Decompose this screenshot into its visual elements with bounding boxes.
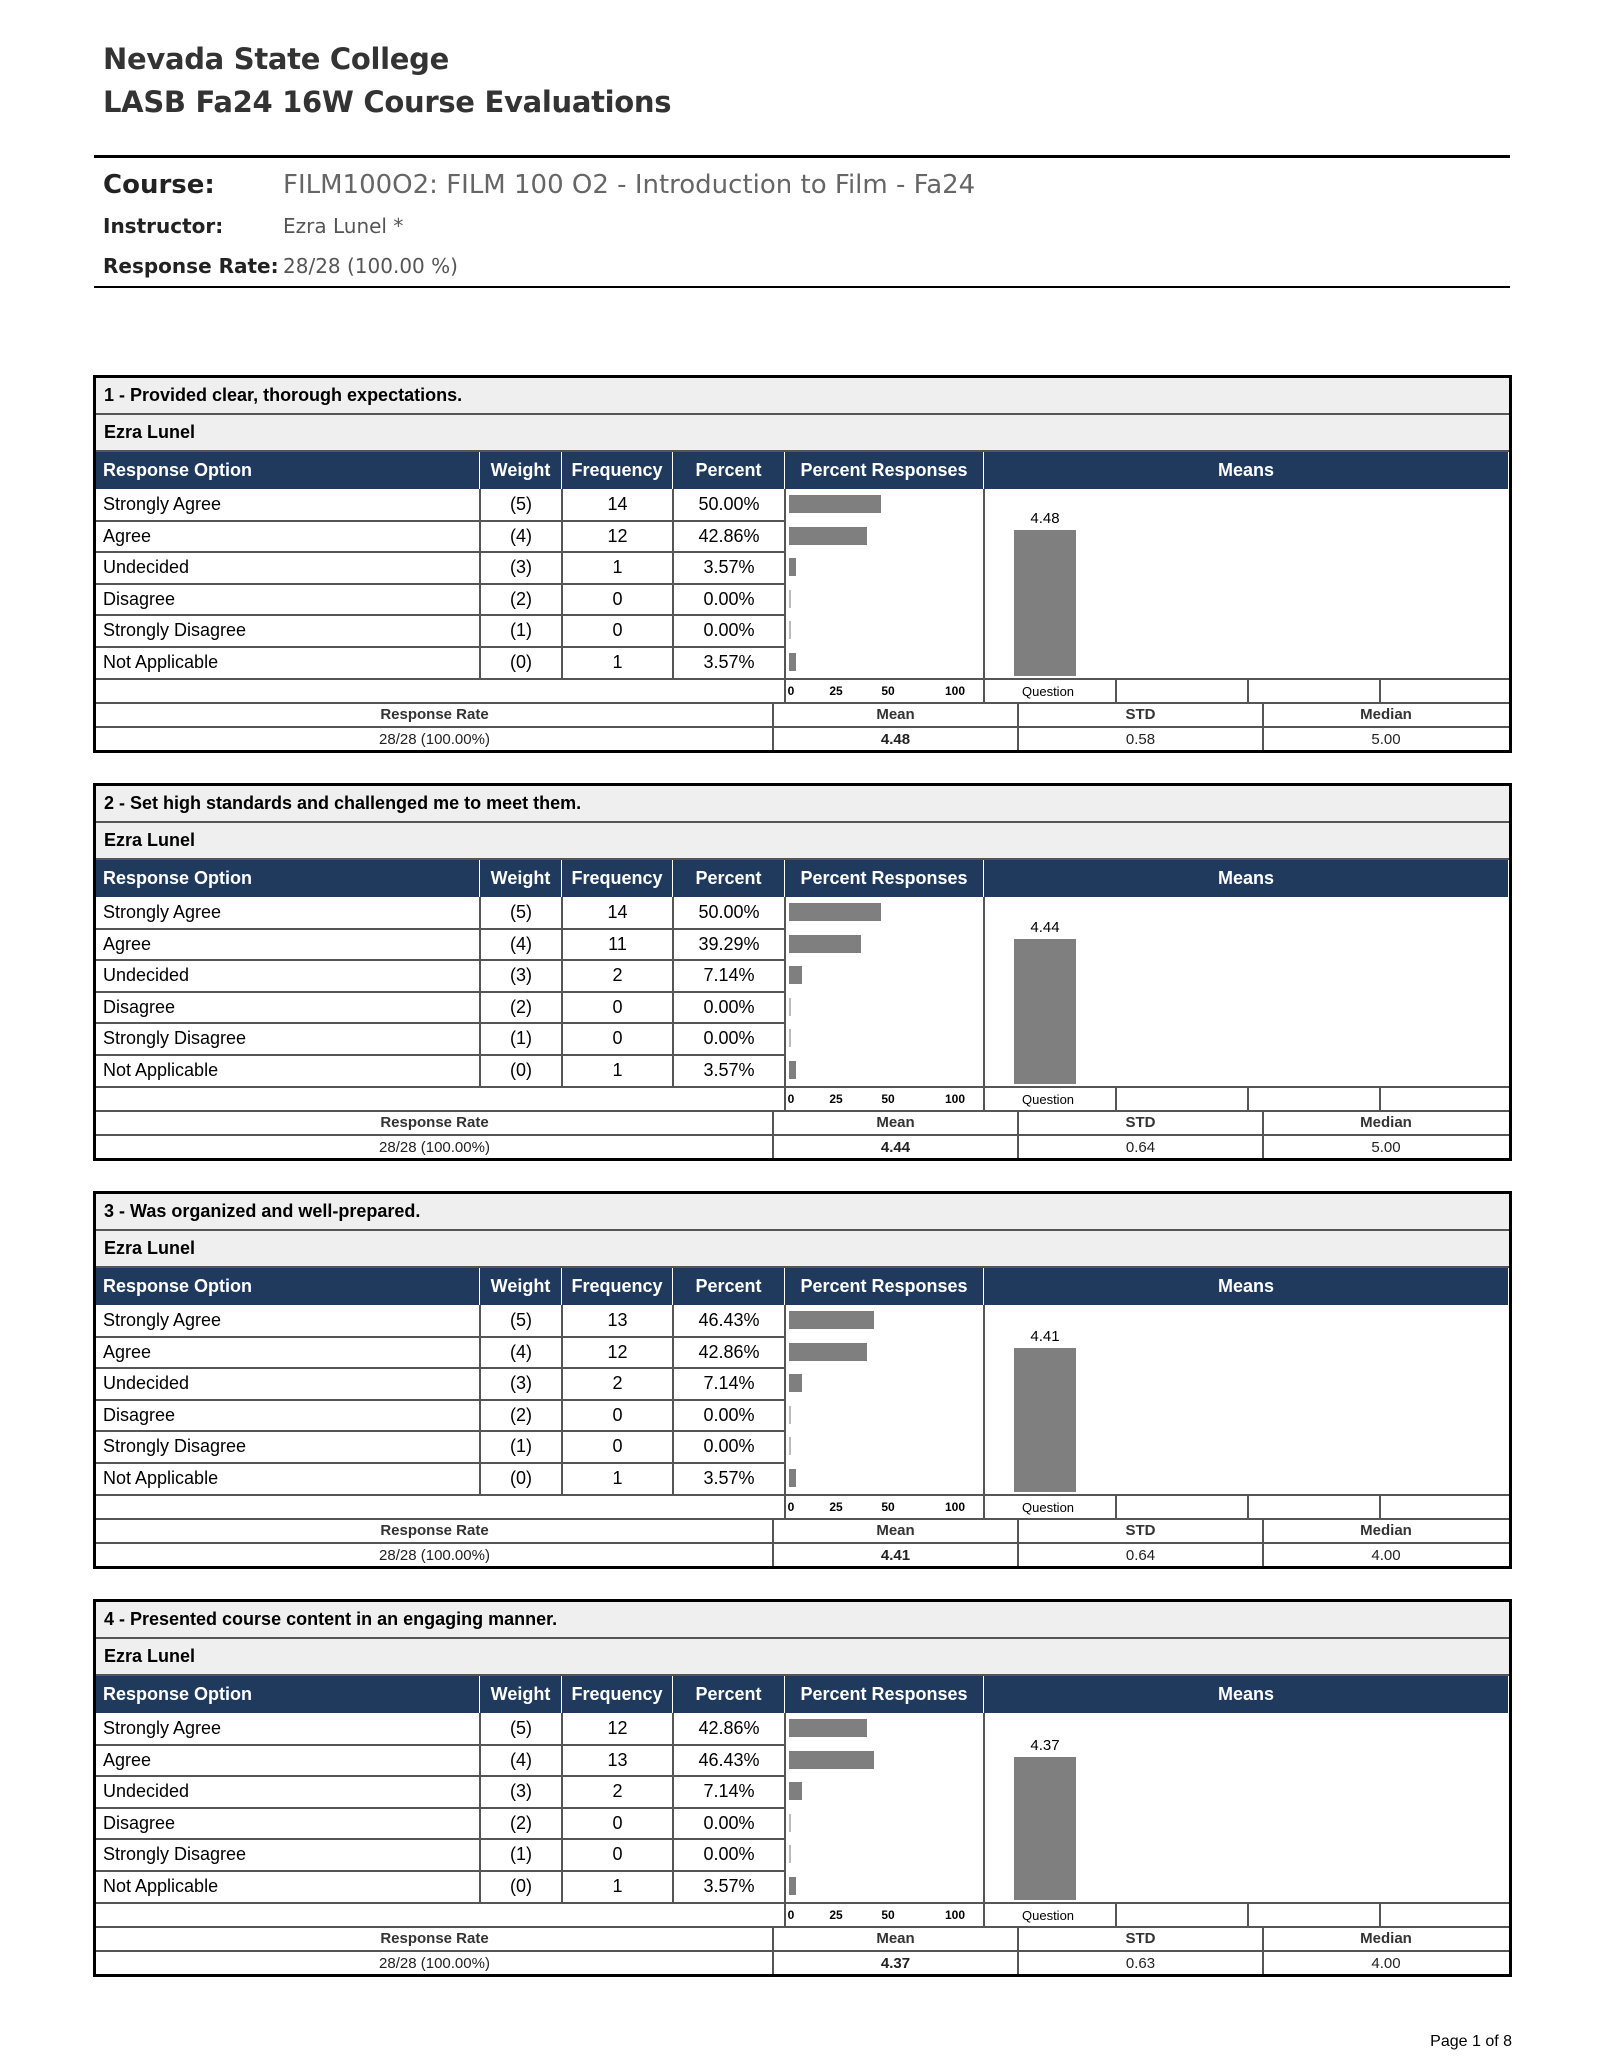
- axis-cell-divider: [1247, 679, 1249, 703]
- percent-bar: [789, 527, 867, 545]
- stat-head-std: STD: [1125, 1521, 1156, 1539]
- weight-value: (0): [510, 1060, 532, 1080]
- percent-bar: [789, 1845, 791, 1863]
- header-percent-responses: Percent Responses: [785, 860, 984, 897]
- axis-tick: 100: [944, 1907, 966, 1922]
- axis-tick: 0: [787, 1499, 795, 1514]
- weight-value: (0): [510, 652, 532, 672]
- percent-value: 0.00%: [703, 1812, 755, 1833]
- percent-bar: [789, 966, 802, 984]
- institution-name: Nevada State College: [103, 42, 449, 76]
- axis-cell-divider: [983, 679, 985, 703]
- weight-value: (0): [510, 1468, 532, 1488]
- question-block: [93, 1191, 1512, 1569]
- weight-value: (4): [510, 1749, 532, 1770]
- stat-head-std: STD: [1125, 1929, 1156, 1947]
- percent-value: 0.00%: [703, 1844, 755, 1865]
- frequency-value: 14: [607, 902, 628, 922]
- header-frequency: Frequency: [562, 1676, 673, 1713]
- axis-divider: [96, 1518, 1509, 1520]
- axis-cell-divider: [784, 1495, 786, 1519]
- response-option: Agree: [103, 1749, 152, 1770]
- weight-value: (4): [510, 525, 532, 546]
- percent-value: 0.00%: [703, 588, 755, 609]
- course-row: [103, 170, 975, 200]
- percent-value: 42.86%: [698, 525, 760, 546]
- weight-value: (3): [510, 1781, 532, 1802]
- percent-bar: [789, 1029, 791, 1047]
- question-axis-label: Question: [1022, 1499, 1075, 1515]
- question-title: 3 - Was organized and well-prepared.: [96, 1194, 1509, 1231]
- frequency-value: 12: [607, 1718, 628, 1738]
- frequency-value: 1: [612, 1876, 623, 1896]
- frequency-value: 12: [607, 1341, 628, 1362]
- frequency-value: 0: [612, 1404, 623, 1425]
- frequency-value: 1: [612, 1060, 623, 1080]
- frequency-value: 2: [612, 965, 623, 986]
- response-rate-value: 28/28 (100.00 %): [283, 254, 458, 278]
- axis-tick: 0: [787, 1091, 795, 1106]
- axis-tick: 25: [829, 1907, 843, 1922]
- response-option: Undecided: [103, 557, 190, 578]
- percent-value: 3.57%: [703, 1876, 755, 1896]
- response-rate-label: Response Rate:: [103, 254, 279, 278]
- stat-mean: 4.37: [880, 1954, 911, 1972]
- axis-cell-divider: [1115, 1903, 1117, 1927]
- weight-value: (2): [510, 996, 532, 1017]
- header-response-option: Response Option: [96, 1268, 480, 1305]
- stat-mean: 4.41: [880, 1546, 911, 1564]
- stat-row-divider: [96, 1134, 1509, 1136]
- header-means: Means: [984, 860, 1509, 897]
- frequency-value: 13: [607, 1749, 628, 1770]
- header-means: Means: [984, 1676, 1509, 1713]
- axis-tick: 50: [881, 1907, 895, 1922]
- table-header: [96, 452, 1509, 489]
- stat-head-std: STD: [1125, 1113, 1156, 1131]
- response-option: Strongly Disagree: [103, 1436, 247, 1457]
- column-divider: [983, 1305, 985, 1495]
- frequency-value: 1: [612, 1468, 623, 1488]
- instructor-name: Ezra Lunel: [96, 823, 1509, 860]
- axis-tick: 0: [787, 683, 795, 698]
- question-block: [93, 375, 1512, 753]
- header-weight: Weight: [480, 1676, 562, 1713]
- column-divider: [983, 897, 985, 1087]
- stat-std: 0.64: [1125, 1546, 1156, 1564]
- table-header: [96, 1676, 1509, 1713]
- question-axis-label: Question: [1022, 1907, 1075, 1923]
- header-percent: Percent: [673, 1268, 785, 1305]
- axis-tick: 25: [829, 1499, 843, 1514]
- percent-value: 7.14%: [703, 1373, 755, 1394]
- instructor-name: Ezra Lunel: [96, 415, 1509, 452]
- response-option: Agree: [103, 933, 152, 954]
- response-option: Strongly Disagree: [103, 1028, 247, 1049]
- axis-tick: 25: [829, 1091, 843, 1106]
- axis-cell-divider: [1247, 1087, 1249, 1111]
- axis-cell-divider: [1379, 1903, 1381, 1927]
- percent-value: 46.43%: [698, 1749, 760, 1770]
- frequency-value: 11: [608, 933, 627, 954]
- stat-response-rate: 28/28 (100.00%): [379, 1546, 490, 1564]
- stat-head-median: Median: [1360, 1521, 1412, 1539]
- axis-cell-divider: [784, 1903, 786, 1927]
- weight-value: (5): [510, 902, 532, 922]
- stat-std: 0.64: [1125, 1138, 1156, 1156]
- frequency-value: 13: [607, 1310, 628, 1330]
- page-header: [103, 38, 671, 124]
- percent-value: 0.00%: [703, 620, 755, 641]
- weight-value: (4): [510, 1341, 532, 1362]
- header-frequency: Frequency: [562, 1268, 673, 1305]
- weight-value: (2): [510, 588, 532, 609]
- frequency-value: 2: [612, 1781, 623, 1802]
- stat-median: 5.00: [1371, 1138, 1401, 1156]
- mean-bar: [1014, 1757, 1076, 1899]
- frequency-value: 0: [612, 1844, 623, 1865]
- stat-head-median: Median: [1360, 705, 1412, 723]
- response-option: Agree: [103, 1341, 152, 1362]
- axis-cell-divider: [1115, 679, 1117, 703]
- table-header: [96, 1268, 1509, 1305]
- instructor-row: [103, 214, 403, 238]
- header-percent-responses: Percent Responses: [785, 1676, 984, 1713]
- instructor-name: Ezra Lunel: [96, 1231, 1509, 1268]
- frequency-value: 0: [612, 1436, 623, 1457]
- mean-label: 4.48: [1030, 509, 1060, 527]
- stat-mean: 4.48: [880, 730, 911, 748]
- percent-bar: [789, 1751, 874, 1769]
- percent-bar: [789, 653, 796, 671]
- header-percent: Percent: [673, 1676, 785, 1713]
- header-weight: Weight: [480, 1268, 562, 1305]
- stat-response-rate: 28/28 (100.00%): [379, 1954, 490, 1972]
- percent-bar: [789, 621, 791, 639]
- stat-median: 5.00: [1371, 730, 1401, 748]
- response-option: Undecided: [103, 1781, 190, 1802]
- stat-response-rate: 28/28 (100.00%): [379, 1138, 490, 1156]
- stat-head-mean: Mean: [876, 1521, 915, 1539]
- stat-mean: 4.44: [880, 1138, 911, 1156]
- percent-bar: [789, 590, 791, 608]
- header-response-option: Response Option: [96, 452, 480, 489]
- response-option: Disagree: [103, 1404, 176, 1425]
- stat-head-mean: Mean: [876, 705, 915, 723]
- column-divider: [983, 1713, 985, 1903]
- axis-tick: 100: [944, 1091, 966, 1106]
- header-weight: Weight: [480, 860, 562, 897]
- stat-median: 4.00: [1371, 1954, 1401, 1972]
- percent-value: 0.00%: [703, 1028, 755, 1049]
- question-title: 4 - Presented course content in an engaging manner.: [96, 1602, 1509, 1639]
- axis-tick: 50: [881, 683, 895, 698]
- question-title: 1 - Provided clear, thorough expectations.: [96, 378, 1509, 415]
- axis-cell-divider: [1115, 1087, 1117, 1111]
- weight-value: (3): [510, 965, 532, 986]
- frequency-value: 1: [612, 652, 623, 672]
- percent-bar: [789, 558, 796, 576]
- frequency-value: 0: [612, 996, 623, 1017]
- instructor-name: Ezra Lunel: [96, 1639, 1509, 1676]
- response-option: Undecided: [103, 965, 190, 986]
- response-option: Not Applicable: [103, 652, 219, 672]
- question-axis-label: Question: [1022, 1091, 1075, 1107]
- weight-value: (4): [510, 933, 532, 954]
- axis-cell-divider: [1379, 679, 1381, 703]
- instructor-value: Ezra Lunel *: [283, 214, 404, 238]
- percent-value: 42.86%: [698, 1718, 760, 1738]
- axis-cell-divider: [1247, 1903, 1249, 1927]
- axis-tick: 100: [944, 1499, 966, 1514]
- percent-bar: [789, 935, 861, 953]
- weight-value: (3): [510, 557, 532, 578]
- frequency-value: 0: [612, 620, 623, 641]
- course-value: FILM100O2: FILM 100 O2 - Introduction to Film - Fa24: [283, 170, 976, 200]
- axis-tick: 50: [881, 1499, 895, 1514]
- weight-value: (3): [510, 1373, 532, 1394]
- mean-label: 4.44: [1030, 919, 1060, 937]
- stat-head-std: STD: [1125, 705, 1156, 723]
- weight-value: (5): [510, 494, 532, 514]
- response-option: Disagree: [103, 588, 176, 609]
- axis-cell-divider: [784, 1087, 786, 1111]
- response-option: Disagree: [103, 996, 176, 1017]
- header-means: Means: [984, 452, 1509, 489]
- axis-divider: [96, 1110, 1509, 1112]
- axis-cell-divider: [1115, 1495, 1117, 1519]
- table-header: [96, 860, 1509, 897]
- percent-value: 50.00%: [698, 902, 760, 922]
- percent-value: 0.00%: [703, 1436, 755, 1457]
- percent-value: 3.57%: [703, 1468, 755, 1488]
- stat-response-rate: 28/28 (100.00%): [379, 730, 490, 748]
- stat-std: 0.58: [1125, 730, 1156, 748]
- stat-head-response-rate: Response Rate: [380, 1113, 489, 1131]
- header-percent-responses: Percent Responses: [785, 452, 984, 489]
- axis-tick: 50: [881, 1091, 895, 1106]
- header-response-option: Response Option: [96, 1676, 480, 1713]
- header-percent-responses: Percent Responses: [785, 1268, 984, 1305]
- header-response-option: Response Option: [96, 860, 480, 897]
- column-divider: [983, 489, 985, 679]
- axis-cell-divider: [784, 679, 786, 703]
- frequency-value: 14: [607, 494, 628, 514]
- percent-value: 0.00%: [703, 996, 755, 1017]
- question-title: 2 - Set high standards and challenged me to meet them.: [96, 786, 1509, 823]
- stat-head-response-rate: Response Rate: [380, 705, 489, 723]
- frequency-value: 1: [612, 557, 623, 578]
- page-number: Page 1 of 8: [1430, 2033, 1512, 2050]
- question-block: [93, 783, 1512, 1161]
- percent-bar: [789, 1877, 796, 1895]
- mean-bar: [1014, 530, 1076, 676]
- response-option: Strongly Agree: [103, 902, 222, 922]
- percent-bar: [789, 495, 881, 513]
- response-option: Strongly Agree: [103, 494, 222, 514]
- header-percent: Percent: [673, 452, 785, 489]
- header-frequency: Frequency: [562, 452, 673, 489]
- percent-value: 0.00%: [703, 1404, 755, 1425]
- percent-bar: [789, 1374, 802, 1392]
- response-option: Agree: [103, 525, 152, 546]
- frequency-value: 0: [612, 1812, 623, 1833]
- percent-value: 50.00%: [698, 494, 760, 514]
- percent-value: 42.86%: [698, 1341, 760, 1362]
- percent-bar: [789, 1061, 796, 1079]
- stat-head-response-rate: Response Rate: [380, 1929, 489, 1947]
- axis-divider: [96, 702, 1509, 704]
- weight-value: (1): [510, 1844, 532, 1865]
- response-option: Not Applicable: [103, 1468, 219, 1488]
- header-weight: Weight: [480, 452, 562, 489]
- response-option: Not Applicable: [103, 1876, 219, 1896]
- mean-bar: [1014, 1348, 1076, 1491]
- percent-bar: [789, 1782, 802, 1800]
- frequency-value: 12: [607, 525, 628, 546]
- axis-cell-divider: [1379, 1495, 1381, 1519]
- stat-std: 0.63: [1125, 1954, 1156, 1972]
- axis-cell-divider: [1379, 1087, 1381, 1111]
- axis-cell-divider: [983, 1495, 985, 1519]
- weight-value: (0): [510, 1876, 532, 1896]
- response-option: Strongly Agree: [103, 1310, 222, 1330]
- header-means: Means: [984, 1268, 1509, 1305]
- weight-value: (5): [510, 1310, 532, 1330]
- stat-head-median: Median: [1360, 1929, 1412, 1947]
- frequency-value: 2: [612, 1373, 623, 1394]
- header-percent: Percent: [673, 860, 785, 897]
- stat-row-divider: [96, 726, 1509, 728]
- response-option: Strongly Agree: [103, 1718, 222, 1738]
- percent-value: 7.14%: [703, 1781, 755, 1802]
- mean-bar: [1014, 939, 1076, 1083]
- axis-tick: 100: [944, 683, 966, 698]
- stat-head-response-rate: Response Rate: [380, 1521, 489, 1539]
- course-label: Course:: [103, 170, 215, 200]
- frequency-value: 0: [612, 588, 623, 609]
- report-title: LASB Fa24 16W Course Evaluations: [103, 85, 672, 119]
- header-frequency: Frequency: [562, 860, 673, 897]
- instructor-label: Instructor:: [103, 214, 224, 238]
- weight-value: (5): [510, 1718, 532, 1738]
- axis-cell-divider: [983, 1903, 985, 1927]
- axis-tick: 0: [787, 1907, 795, 1922]
- stat-head-mean: Mean: [876, 1113, 915, 1131]
- percent-bar: [789, 1343, 867, 1361]
- percent-value: 3.57%: [703, 1060, 755, 1080]
- axis-cell-divider: [983, 1087, 985, 1111]
- stat-row-divider: [96, 1950, 1509, 1952]
- stat-row-divider: [96, 1542, 1509, 1544]
- response-option: Strongly Disagree: [103, 1844, 247, 1865]
- question-block: [93, 1599, 1512, 1977]
- response-rate-row: [103, 254, 458, 278]
- question-axis-label: Question: [1022, 683, 1075, 699]
- stat-head-mean: Mean: [876, 1929, 915, 1947]
- response-option: Undecided: [103, 1373, 190, 1394]
- response-option: Not Applicable: [103, 1060, 219, 1080]
- course-info: [94, 155, 1510, 288]
- percent-value: 3.57%: [703, 652, 755, 672]
- percent-bar: [789, 1437, 791, 1455]
- weight-value: (1): [510, 1436, 532, 1457]
- response-option: Strongly Disagree: [103, 620, 247, 641]
- percent-value: 39.29%: [698, 933, 760, 954]
- weight-value: (1): [510, 620, 532, 641]
- percent-bar: [789, 1814, 791, 1832]
- percent-bar: [789, 903, 881, 921]
- stat-median: 4.00: [1371, 1546, 1401, 1564]
- response-option: Disagree: [103, 1812, 176, 1833]
- percent-bar: [789, 1406, 791, 1424]
- percent-bar: [789, 1311, 874, 1329]
- percent-bar: [789, 1469, 796, 1487]
- frequency-value: 0: [612, 1028, 623, 1049]
- weight-value: (2): [510, 1812, 532, 1833]
- axis-divider: [96, 1926, 1509, 1928]
- percent-value: 7.14%: [703, 965, 755, 986]
- mean-label: 4.37: [1030, 1737, 1060, 1755]
- stat-head-median: Median: [1360, 1113, 1412, 1131]
- weight-value: (2): [510, 1404, 532, 1425]
- percent-value: 46.43%: [698, 1310, 760, 1330]
- mean-label: 4.41: [1030, 1328, 1060, 1346]
- percent-value: 3.57%: [703, 557, 755, 578]
- percent-bar: [789, 1719, 867, 1737]
- axis-cell-divider: [1247, 1495, 1249, 1519]
- percent-bar: [789, 998, 791, 1016]
- weight-value: (1): [510, 1028, 532, 1049]
- axis-tick: 25: [829, 683, 843, 698]
